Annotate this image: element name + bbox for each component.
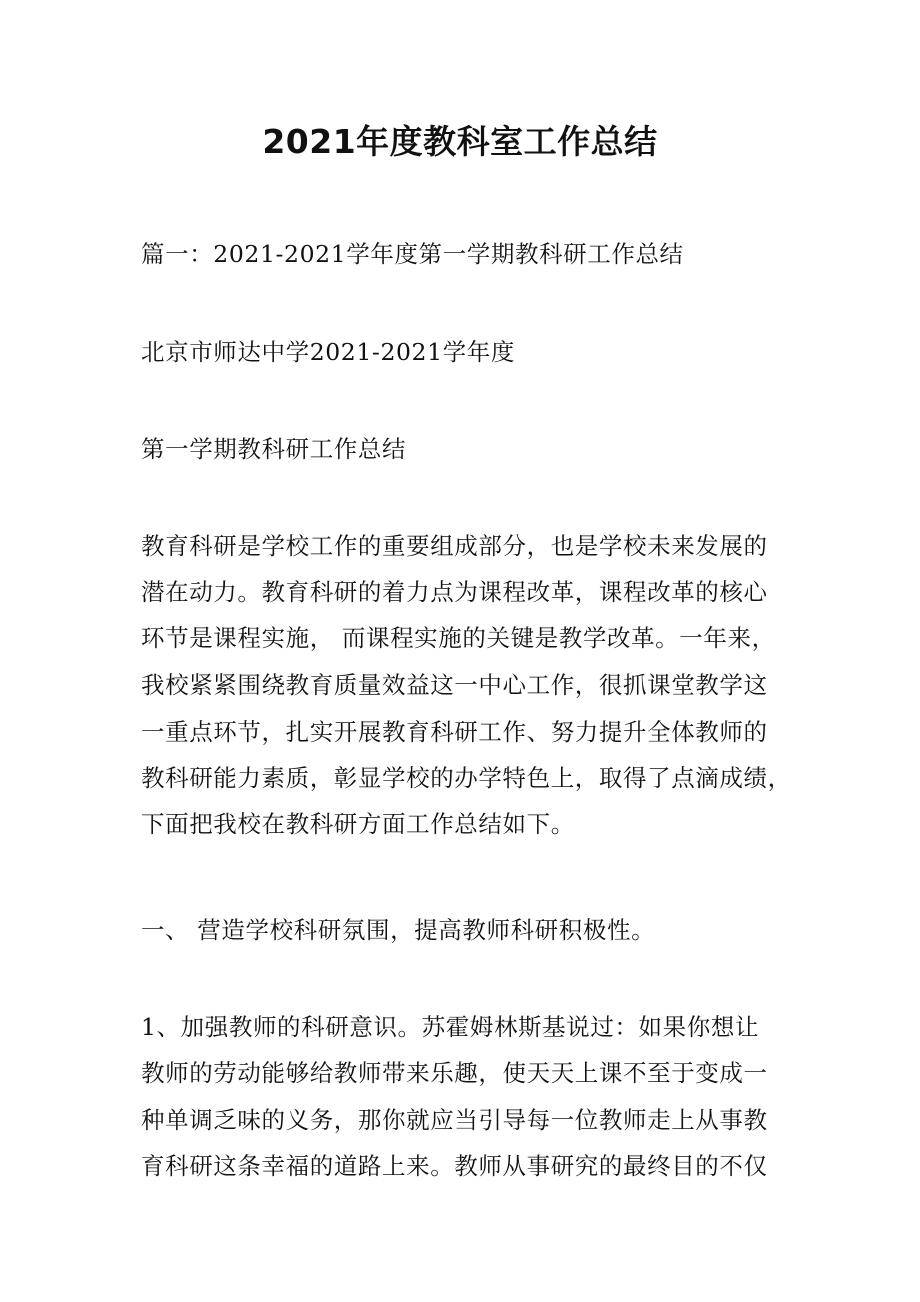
school-line: 北京市师达中学2021-2021学年度 [141,338,515,366]
section-heading: 一、 营造学校科研氛围，提高教师科研积极性。 [141,916,656,944]
paragraph-line: 教师的劳动能够给教师带来乐趣，使天天上课不至于变成一 [141,1059,768,1087]
paragraph-line: 教科研能力素质，彰显学校的办学特色上，取得了点滴成绩， [141,764,792,792]
subtitle-line: 第一学期教科研工作总结 [141,435,407,463]
paragraph-line: 环节是课程实施， 而课程实施的关键是教学改革。一年来， [141,624,776,652]
paragraph-line: 潜在动力。教育科研的着力点为课程改革，课程改革的核心 [141,578,768,606]
section-heading: 篇一：2021-2021学年度第一学期教科研工作总结 [141,240,684,268]
document-title: 2021年度教科室工作总结 [262,122,658,161]
paragraph-line: 我校紧紧围绕教育质量效益这一中心工作，很抓课堂教学这 [141,671,768,699]
paragraph-line: 下面把我校在教科研方面工作总结如下。 [141,810,575,838]
paragraph-line: 1、加强教师的科研意识。苏霍姆林斯基说过：如果你想让 [141,1013,760,1041]
paragraph-line: 种单调乏味的义务，那你就应当引导每一位教师走上从事教 [141,1106,768,1134]
paragraph-line: 育科研这条幸福的道路上来。教师从事研究的最终目的不仅 [141,1152,768,1180]
paragraph-line: 教育科研是学校工作的重要组成部分，也是学校未来发展的 [141,532,768,560]
paragraph-line: 一重点环节，扎实开展教育科研工作、努力提升全体教师的 [141,718,768,746]
